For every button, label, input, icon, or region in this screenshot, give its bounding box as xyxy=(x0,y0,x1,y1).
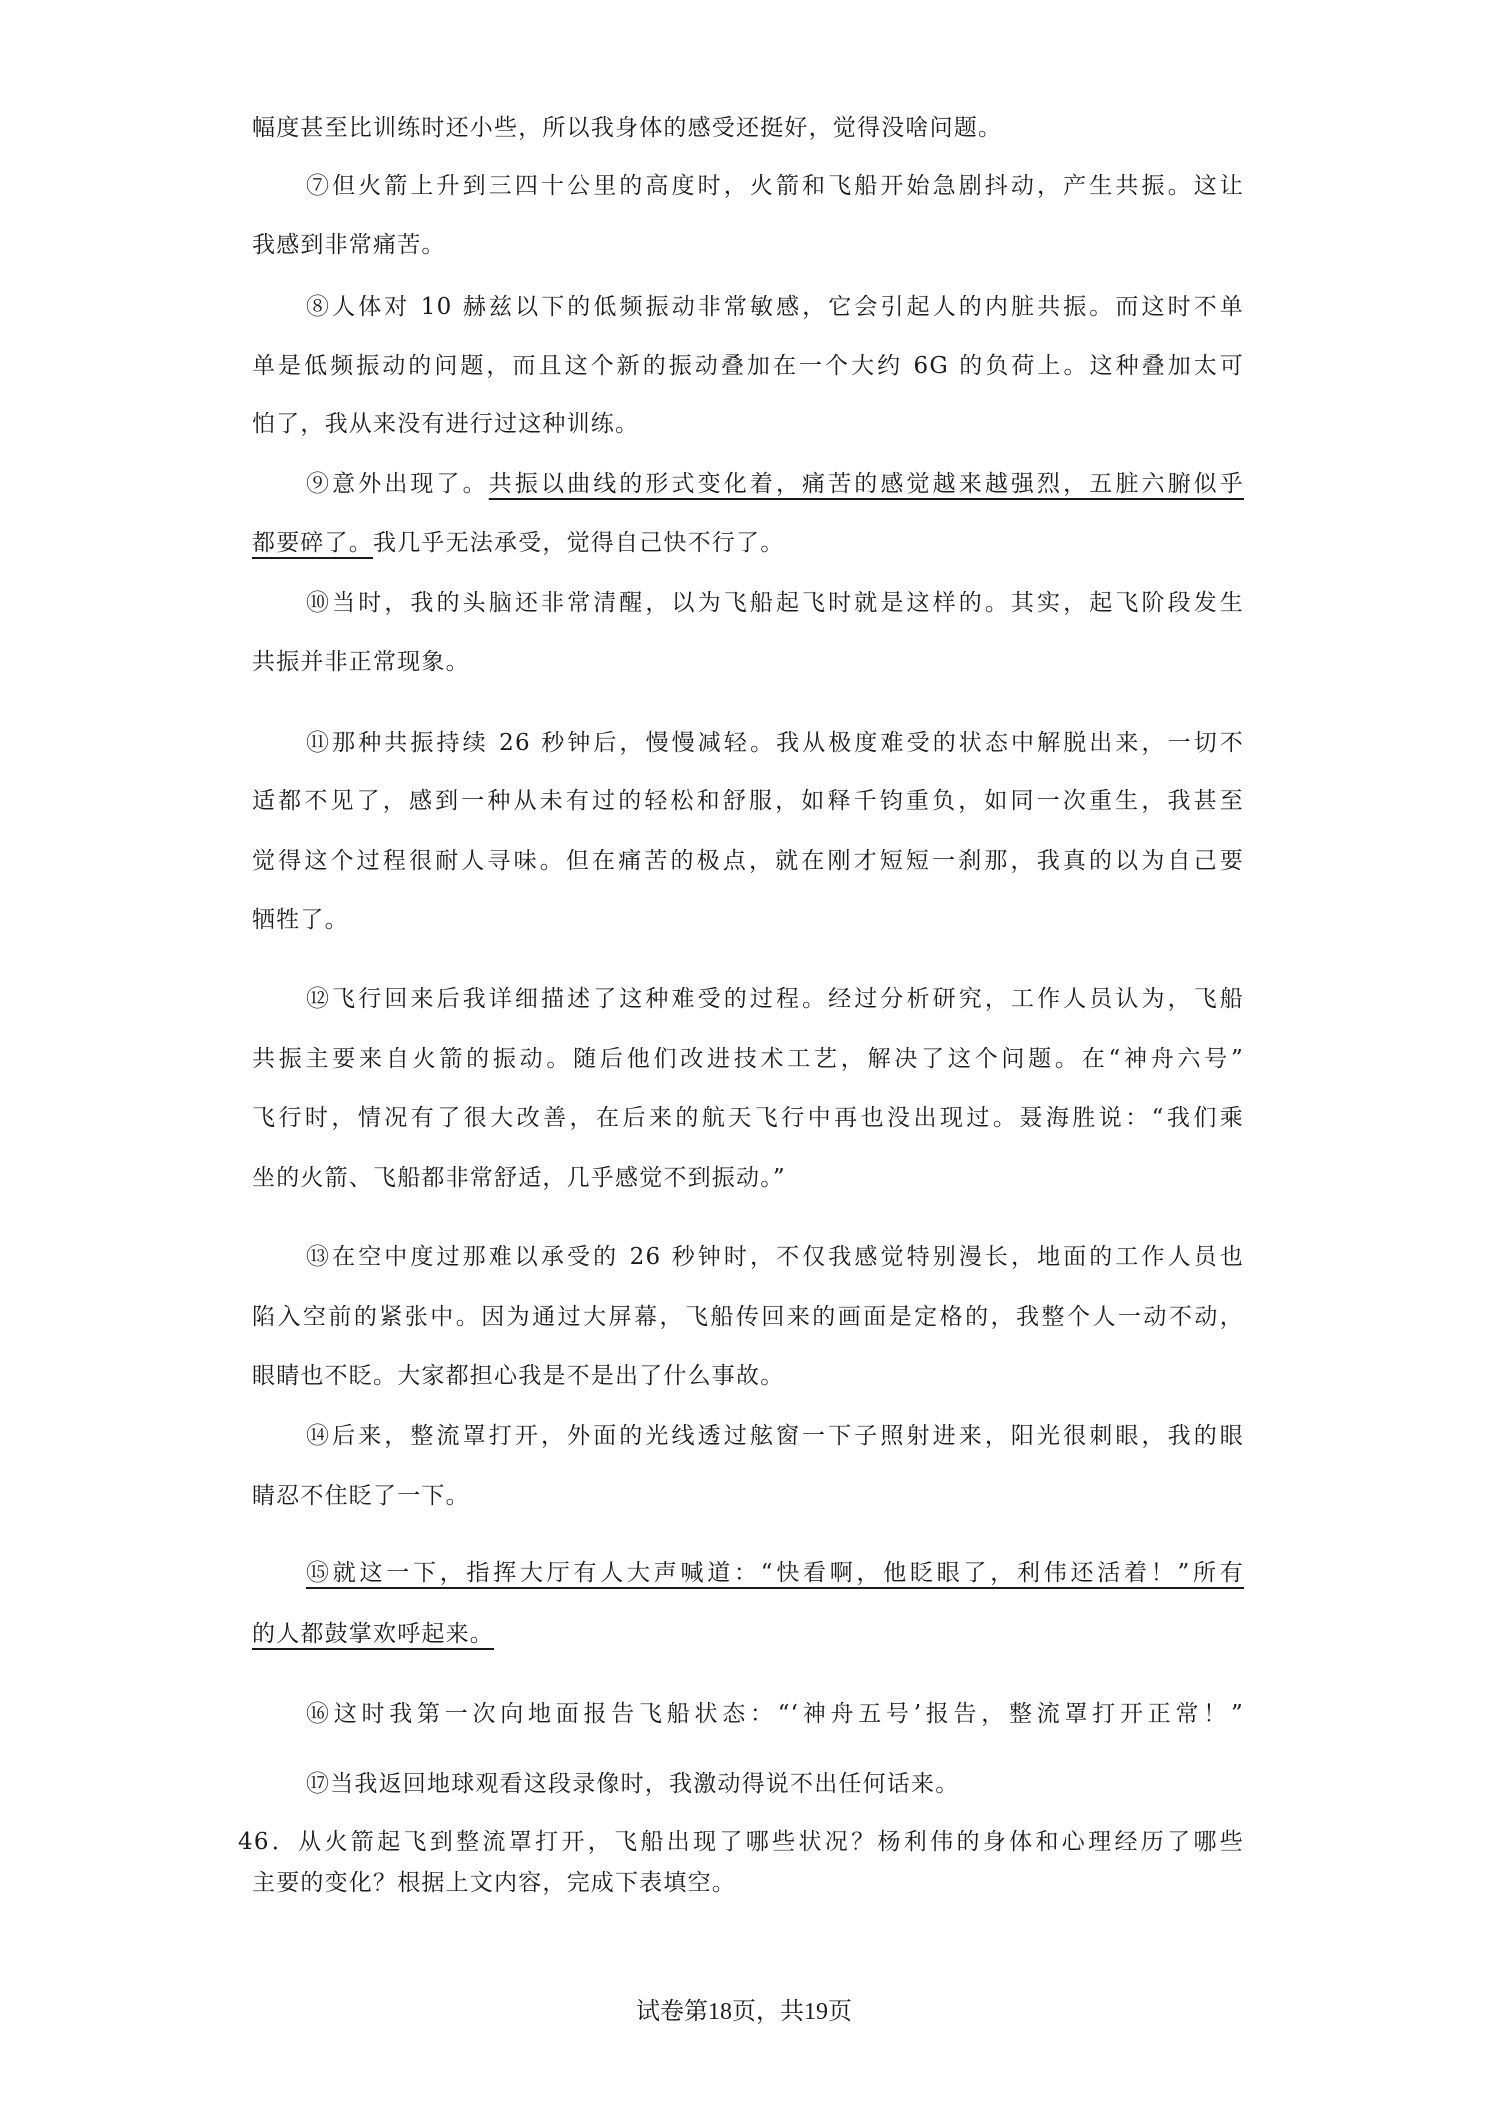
paragraph-12-line-4: 坐的火箭、飞船都非常舒适，几乎感觉不到振动。” xyxy=(252,1165,786,1191)
paragraph-16: ⑯这时我第一次向地面报告飞船状态：“‘神舟五号’报告，整流罩打开正常！” xyxy=(306,1701,1244,1727)
paragraph-15-line-1: ⑮就这一下，指挥大厅有人大声喊道：“快看啊，他眨眼了，利伟还活着！”所有 xyxy=(306,1560,1244,1586)
paragraph-13-line-1: ⑬在空中度过那难以承受的 26 秒钟时，不仅我感觉特别漫长，地面的工作人员也 xyxy=(306,1244,1244,1270)
paragraph-11-line-3: 觉得这个过程很耐人寻味。但在痛苦的极点，就在刚才短短一刹那，我真的以为自己要 xyxy=(252,848,1244,874)
paragraph-11-line-4: 牺牲了。 xyxy=(252,907,349,933)
paragraph-6-tail: 幅度甚至比训练时还小些，所以我身体的感受还挺好，觉得没啥问题。 xyxy=(252,115,1003,141)
paragraph-9-line-1 xyxy=(306,468,1244,500)
paragraph-8-line-3: 怕了，我从来没有进行过这种训练。 xyxy=(252,411,640,437)
paragraph-15-underlined-2: 的人都鼓掌欢呼起来。 xyxy=(252,1621,494,1647)
paragraph-9-plain: ⑨意外出现了。 xyxy=(306,471,489,497)
paragraph-10-line-1: ⑩当时，我的头脑还非常清醒，以为飞船起飞时就是这样的。其实，起飞阶段发生 xyxy=(306,590,1244,616)
page-footer: 试卷第18页，共19页 xyxy=(636,1999,852,2025)
paragraph-12-line-2: 共振主要来自火箭的振动。随后他们改进技术工艺，解决了这个问题。在“神舟六号” xyxy=(252,1046,1244,1072)
paragraph-14-line-2: 睛忍不住眨了一下。 xyxy=(252,1483,470,1509)
paragraph-11-line-1: ⑪那种共振持续 26 秒钟后，慢慢减轻。我从极度难受的状态中解脱出来，一切不 xyxy=(306,730,1244,756)
paragraph-9-plain-2: 我几乎无法承受，觉得自己快不行了。 xyxy=(373,530,785,556)
paragraph-9-line-2 xyxy=(252,527,1244,559)
paragraph-12-line-3: 飞行时，情况有了很大改善，在后来的航天飞行中再也没出现过。聂海胜说：“我们乘 xyxy=(252,1105,1244,1131)
paragraph-17: ⑰当我返回地球观看这段录像时，我激动得说不出任何话来。 xyxy=(306,1771,960,1797)
paragraph-10-line-2: 共振并非正常现象。 xyxy=(252,649,470,675)
paragraph-12-line-1: ⑫飞行回来后我详细描述了这种难受的过程。经过分析研究，工作人员认为，飞船 xyxy=(306,986,1244,1012)
paragraph-13-line-3: 眼睛也不眨。大家都担心我是不是出了什么事故。 xyxy=(252,1363,785,1389)
paragraph-14-line-1: ⑭后来，整流罩打开，外面的光线透过舷窗一下子照射进来，阳光很刺眼，我的眼 xyxy=(306,1423,1244,1449)
paragraph-11-line-2: 适都不见了，感到一种从未有过的轻松和舒服，如释千钧重负，如同一次重生，我甚至 xyxy=(252,788,1244,814)
paragraph-8-line-2: 单是低频振动的问题，而且这个新的振动叠加在一个大约 6G 的负荷上。这种叠加太可 xyxy=(252,353,1244,379)
paragraph-9-underlined: 共振以曲线的形式变化着，痛苦的感觉越来越强烈，五脏六腑似乎 xyxy=(488,471,1244,497)
paragraph-7-line-2: 我感到非常痛苦。 xyxy=(252,232,446,258)
paragraph-9-underlined-2: 都要碎了。 xyxy=(252,530,373,556)
question-46-line-2: 主要的变化？根据上文内容，完成下表填空。 xyxy=(252,1870,736,1896)
paragraph-15-line-2 xyxy=(252,1618,1244,1650)
question-46-line-1: 46．从火箭起飞到整流罩打开，飞船出现了哪些状况？杨利伟的身体和心理经历了哪些 xyxy=(238,1829,1244,1855)
paragraph-8-line-1: ⑧人体对 10 赫兹以下的低频振动非常敏感，它会引起人的内脏共振。而这时不单 xyxy=(306,294,1244,320)
paragraph-7-line-1: ⑦但火箭上升到三四十公里的高度时，火箭和飞船开始急剧抖动，产生共振。这让 xyxy=(306,173,1244,199)
paragraph-13-line-2: 陷入空前的紧张中。因为通过大屏幕，飞船传回来的画面是定格的，我整个人一动不动， xyxy=(252,1304,1244,1330)
